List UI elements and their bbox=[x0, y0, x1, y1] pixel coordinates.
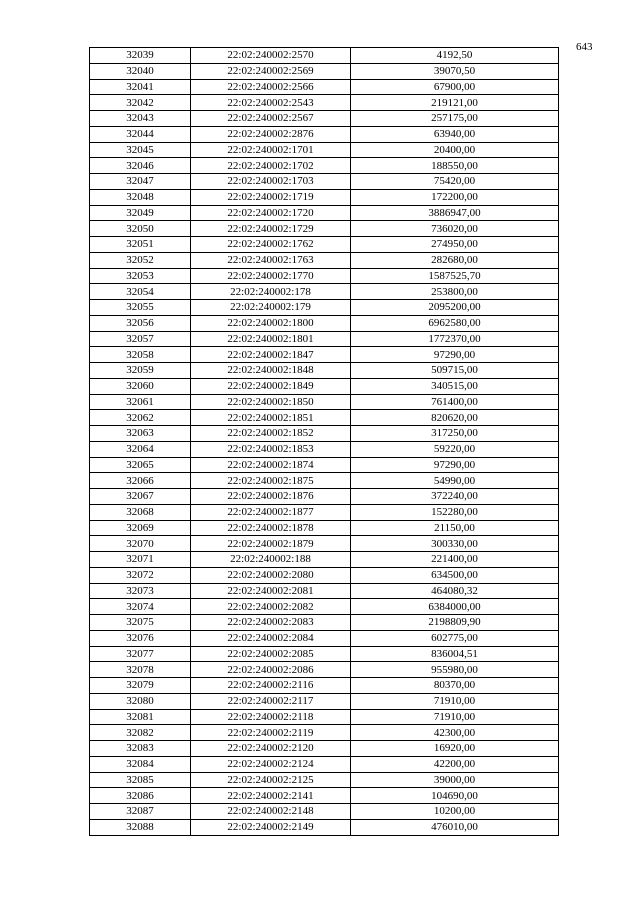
row-number-cell: 32042 bbox=[90, 95, 191, 111]
cadastral-value-cell: 71910,00 bbox=[351, 693, 559, 709]
cadastral-number-cell: 22:02:240002:179 bbox=[191, 300, 351, 316]
cadastral-number-cell: 22:02:240002:2082 bbox=[191, 599, 351, 615]
table-row bbox=[90, 347, 559, 363]
table-row bbox=[90, 788, 559, 804]
cadastral-number-cell: 22:02:240002:1848 bbox=[191, 363, 351, 379]
row-number-cell: 32078 bbox=[90, 662, 191, 678]
row-number-cell: 32066 bbox=[90, 473, 191, 489]
cadastral-value-cell: 97290,00 bbox=[351, 457, 559, 473]
row-number-cell: 32051 bbox=[90, 237, 191, 253]
cadastral-value-cell: 152280,00 bbox=[351, 504, 559, 520]
row-number-cell: 32083 bbox=[90, 741, 191, 757]
cadastral-value-cell: 221400,00 bbox=[351, 552, 559, 568]
cadastral-value-cell: 6384000,00 bbox=[351, 599, 559, 615]
cadastral-number-cell: 22:02:240002:1877 bbox=[191, 504, 351, 520]
table-row bbox=[90, 252, 559, 268]
cadastral-value-cell: 372240,00 bbox=[351, 489, 559, 505]
cadastral-value-cell: 75420,00 bbox=[351, 174, 559, 190]
row-number-cell: 32086 bbox=[90, 788, 191, 804]
cadastral-number-cell: 22:02:240002:2566 bbox=[191, 79, 351, 95]
cadastral-number-cell: 22:02:240002:2569 bbox=[191, 63, 351, 79]
cadastral-value-cell: 42300,00 bbox=[351, 725, 559, 741]
table-row bbox=[90, 95, 559, 111]
cadastral-value-cell: 4192,50 bbox=[351, 48, 559, 64]
cadastral-value-cell: 219121,00 bbox=[351, 95, 559, 111]
cadastral-number-cell: 22:02:240002:2083 bbox=[191, 615, 351, 631]
cadastral-value-cell: 39000,00 bbox=[351, 772, 559, 788]
cadastral-number-cell: 22:02:240002:188 bbox=[191, 552, 351, 568]
table-row bbox=[90, 174, 559, 190]
cadastral-number-cell: 22:02:240002:2567 bbox=[191, 111, 351, 127]
row-number-cell: 32085 bbox=[90, 772, 191, 788]
table-row bbox=[90, 284, 559, 300]
table-row bbox=[90, 426, 559, 442]
cadastral-number-cell: 22:02:240002:1702 bbox=[191, 158, 351, 174]
cadastral-number-cell: 22:02:240002:1729 bbox=[191, 221, 351, 237]
cadastral-value-cell: 71910,00 bbox=[351, 709, 559, 725]
cadastral-number-cell: 22:02:240002:1762 bbox=[191, 237, 351, 253]
cadastral-number-cell: 22:02:240002:1879 bbox=[191, 536, 351, 552]
cadastral-value-cell: 476010,00 bbox=[351, 819, 559, 835]
cadastral-value-cell: 6962580,00 bbox=[351, 315, 559, 331]
cadastral-number-cell: 22:02:240002:2086 bbox=[191, 662, 351, 678]
row-number-cell: 32053 bbox=[90, 268, 191, 284]
table-body bbox=[90, 48, 559, 836]
cadastral-number-cell: 22:02:240002:1703 bbox=[191, 174, 351, 190]
table-row bbox=[90, 441, 559, 457]
cadastral-value-cell: 3886947,00 bbox=[351, 205, 559, 221]
table-row bbox=[90, 63, 559, 79]
table-row bbox=[90, 552, 559, 568]
row-number-cell: 32062 bbox=[90, 410, 191, 426]
cadastral-value-cell: 172200,00 bbox=[351, 189, 559, 205]
table-row bbox=[90, 520, 559, 536]
row-number-cell: 32050 bbox=[90, 221, 191, 237]
table-row bbox=[90, 142, 559, 158]
cadastral-number-cell: 22:02:240002:1874 bbox=[191, 457, 351, 473]
cadastral-number-cell: 22:02:240002:1878 bbox=[191, 520, 351, 536]
cadastral-number-cell: 22:02:240002:2119 bbox=[191, 725, 351, 741]
table-row bbox=[90, 363, 559, 379]
cadastral-number-cell: 22:02:240002:2124 bbox=[191, 756, 351, 772]
cadastral-number-cell: 22:02:240002:1849 bbox=[191, 378, 351, 394]
cadastral-value-cell: 274950,00 bbox=[351, 237, 559, 253]
table-row bbox=[90, 221, 559, 237]
row-number-cell: 32054 bbox=[90, 284, 191, 300]
table-row bbox=[90, 315, 559, 331]
cadastral-number-cell: 22:02:240002:178 bbox=[191, 284, 351, 300]
row-number-cell: 32087 bbox=[90, 804, 191, 820]
cadastral-value-cell: 317250,00 bbox=[351, 426, 559, 442]
table-row bbox=[90, 646, 559, 662]
table-row bbox=[90, 536, 559, 552]
cadastral-value-cell: 188550,00 bbox=[351, 158, 559, 174]
row-number-cell: 32073 bbox=[90, 583, 191, 599]
table-row bbox=[90, 583, 559, 599]
cadastral-number-cell: 22:02:240002:2141 bbox=[191, 788, 351, 804]
row-number-cell: 32074 bbox=[90, 599, 191, 615]
table-row bbox=[90, 709, 559, 725]
page-number: 643 bbox=[576, 41, 593, 53]
table-row bbox=[90, 111, 559, 127]
cadastral-number-cell: 22:02:240002:1876 bbox=[191, 489, 351, 505]
cadastral-number-cell: 22:02:240002:2116 bbox=[191, 678, 351, 694]
row-number-cell: 32088 bbox=[90, 819, 191, 835]
cadastral-number-cell: 22:02:240002:1720 bbox=[191, 205, 351, 221]
cadastral-number-cell: 22:02:240002:2876 bbox=[191, 126, 351, 142]
table-row bbox=[90, 205, 559, 221]
cadastral-number-cell: 22:02:240002:2543 bbox=[191, 95, 351, 111]
cadastral-value-cell: 464080,32 bbox=[351, 583, 559, 599]
table-row bbox=[90, 378, 559, 394]
row-number-cell: 32057 bbox=[90, 331, 191, 347]
row-number-cell: 32075 bbox=[90, 615, 191, 631]
cadastral-value-cell: 2095200,00 bbox=[351, 300, 559, 316]
cadastral-number-cell: 22:02:240002:2080 bbox=[191, 567, 351, 583]
row-number-cell: 32080 bbox=[90, 693, 191, 709]
cadastral-value-cell: 761400,00 bbox=[351, 394, 559, 410]
table-row bbox=[90, 756, 559, 772]
cadastral-value-cell: 509715,00 bbox=[351, 363, 559, 379]
cadastral-value-cell: 836004,51 bbox=[351, 646, 559, 662]
cadastral-value-cell: 736020,00 bbox=[351, 221, 559, 237]
cadastral-value-cell: 253800,00 bbox=[351, 284, 559, 300]
cadastral-value-cell: 59220,00 bbox=[351, 441, 559, 457]
row-number-cell: 32065 bbox=[90, 457, 191, 473]
table-row bbox=[90, 741, 559, 757]
table-row bbox=[90, 772, 559, 788]
row-number-cell: 32041 bbox=[90, 79, 191, 95]
cadastral-number-cell: 22:02:240002:1850 bbox=[191, 394, 351, 410]
table-row bbox=[90, 268, 559, 284]
cadastral-value-cell: 54990,00 bbox=[351, 473, 559, 489]
cadastral-value-cell: 20400,00 bbox=[351, 142, 559, 158]
row-number-cell: 32048 bbox=[90, 189, 191, 205]
cadastral-number-cell: 22:02:240002:2125 bbox=[191, 772, 351, 788]
row-number-cell: 32069 bbox=[90, 520, 191, 536]
row-number-cell: 32072 bbox=[90, 567, 191, 583]
row-number-cell: 32082 bbox=[90, 725, 191, 741]
cadastral-value-cell: 21150,00 bbox=[351, 520, 559, 536]
row-number-cell: 32052 bbox=[90, 252, 191, 268]
cadastral-value-cell: 10200,00 bbox=[351, 804, 559, 820]
cadastral-number-cell: 22:02:240002:2149 bbox=[191, 819, 351, 835]
table-row bbox=[90, 457, 559, 473]
row-number-cell: 32060 bbox=[90, 378, 191, 394]
cadastral-number-cell: 22:02:240002:2118 bbox=[191, 709, 351, 725]
cadastral-value-cell: 955980,00 bbox=[351, 662, 559, 678]
table-row bbox=[90, 504, 559, 520]
table-row bbox=[90, 331, 559, 347]
row-number-cell: 32084 bbox=[90, 756, 191, 772]
row-number-cell: 32077 bbox=[90, 646, 191, 662]
table-row bbox=[90, 662, 559, 678]
cadastral-value-cell: 39070,50 bbox=[351, 63, 559, 79]
table-row bbox=[90, 79, 559, 95]
cadastral-number-cell: 22:02:240002:1847 bbox=[191, 347, 351, 363]
cadastral-value-cell: 1772370,00 bbox=[351, 331, 559, 347]
row-number-cell: 32056 bbox=[90, 315, 191, 331]
cadastral-value-cell: 2198809,90 bbox=[351, 615, 559, 631]
cadastral-number-cell: 22:02:240002:2570 bbox=[191, 48, 351, 64]
table-row bbox=[90, 678, 559, 694]
cadastral-number-cell: 22:02:240002:1853 bbox=[191, 441, 351, 457]
row-number-cell: 32064 bbox=[90, 441, 191, 457]
row-number-cell: 32045 bbox=[90, 142, 191, 158]
cadastral-value-cell: 340515,00 bbox=[351, 378, 559, 394]
table-row bbox=[90, 819, 559, 835]
table-row bbox=[90, 394, 559, 410]
cadastral-number-cell: 22:02:240002:2148 bbox=[191, 804, 351, 820]
table-row bbox=[90, 567, 559, 583]
row-number-cell: 32061 bbox=[90, 394, 191, 410]
cadastral-number-cell: 22:02:240002:1852 bbox=[191, 426, 351, 442]
cadastral-value-cell: 820620,00 bbox=[351, 410, 559, 426]
cadastral-value-cell: 16920,00 bbox=[351, 741, 559, 757]
table-row bbox=[90, 599, 559, 615]
table-row bbox=[90, 48, 559, 64]
row-number-cell: 32070 bbox=[90, 536, 191, 552]
table-row bbox=[90, 630, 559, 646]
table-row bbox=[90, 804, 559, 820]
cadastral-number-cell: 22:02:240002:2117 bbox=[191, 693, 351, 709]
row-number-cell: 32076 bbox=[90, 630, 191, 646]
cadastral-value-cell: 67900,00 bbox=[351, 79, 559, 95]
cadastral-value-cell: 104690,00 bbox=[351, 788, 559, 804]
cadastral-value-cell: 634500,00 bbox=[351, 567, 559, 583]
row-number-cell: 32071 bbox=[90, 552, 191, 568]
cadastral-number-cell: 22:02:240002:2120 bbox=[191, 741, 351, 757]
table-row bbox=[90, 189, 559, 205]
row-number-cell: 32046 bbox=[90, 158, 191, 174]
cadastral-value-cell: 1587525,70 bbox=[351, 268, 559, 284]
cadastral-value-cell: 42200,00 bbox=[351, 756, 559, 772]
table-row bbox=[90, 237, 559, 253]
table-row bbox=[90, 158, 559, 174]
cadastral-number-cell: 22:02:240002:2084 bbox=[191, 630, 351, 646]
row-number-cell: 32058 bbox=[90, 347, 191, 363]
table-row bbox=[90, 126, 559, 142]
row-number-cell: 32055 bbox=[90, 300, 191, 316]
cadastral-number-cell: 22:02:240002:1719 bbox=[191, 189, 351, 205]
cadastral-value-table bbox=[89, 47, 559, 836]
row-number-cell: 32079 bbox=[90, 678, 191, 694]
row-number-cell: 32044 bbox=[90, 126, 191, 142]
row-number-cell: 32063 bbox=[90, 426, 191, 442]
cadastral-value-cell: 282680,00 bbox=[351, 252, 559, 268]
cadastral-number-cell: 22:02:240002:2081 bbox=[191, 583, 351, 599]
table-row bbox=[90, 473, 559, 489]
row-number-cell: 32081 bbox=[90, 709, 191, 725]
row-number-cell: 32039 bbox=[90, 48, 191, 64]
cadastral-value-cell: 63940,00 bbox=[351, 126, 559, 142]
cadastral-number-cell: 22:02:240002:1851 bbox=[191, 410, 351, 426]
cadastral-number-cell: 22:02:240002:1763 bbox=[191, 252, 351, 268]
cadastral-value-cell: 257175,00 bbox=[351, 111, 559, 127]
table-row bbox=[90, 615, 559, 631]
row-number-cell: 32047 bbox=[90, 174, 191, 190]
cadastral-value-cell: 80370,00 bbox=[351, 678, 559, 694]
row-number-cell: 32067 bbox=[90, 489, 191, 505]
row-number-cell: 32040 bbox=[90, 63, 191, 79]
table-row bbox=[90, 489, 559, 505]
table-row bbox=[90, 300, 559, 316]
table-row bbox=[90, 693, 559, 709]
cadastral-number-cell: 22:02:240002:1701 bbox=[191, 142, 351, 158]
table-row bbox=[90, 725, 559, 741]
row-number-cell: 32068 bbox=[90, 504, 191, 520]
cadastral-value-cell: 602775,00 bbox=[351, 630, 559, 646]
row-number-cell: 32049 bbox=[90, 205, 191, 221]
row-number-cell: 32059 bbox=[90, 363, 191, 379]
cadastral-number-cell: 22:02:240002:1770 bbox=[191, 268, 351, 284]
row-number-cell: 32043 bbox=[90, 111, 191, 127]
cadastral-number-cell: 22:02:240002:2085 bbox=[191, 646, 351, 662]
cadastral-number-cell: 22:02:240002:1801 bbox=[191, 331, 351, 347]
cadastral-value-cell: 97290,00 bbox=[351, 347, 559, 363]
cadastral-number-cell: 22:02:240002:1800 bbox=[191, 315, 351, 331]
cadastral-number-cell: 22:02:240002:1875 bbox=[191, 473, 351, 489]
table-row bbox=[90, 410, 559, 426]
cadastral-value-cell: 300330,00 bbox=[351, 536, 559, 552]
